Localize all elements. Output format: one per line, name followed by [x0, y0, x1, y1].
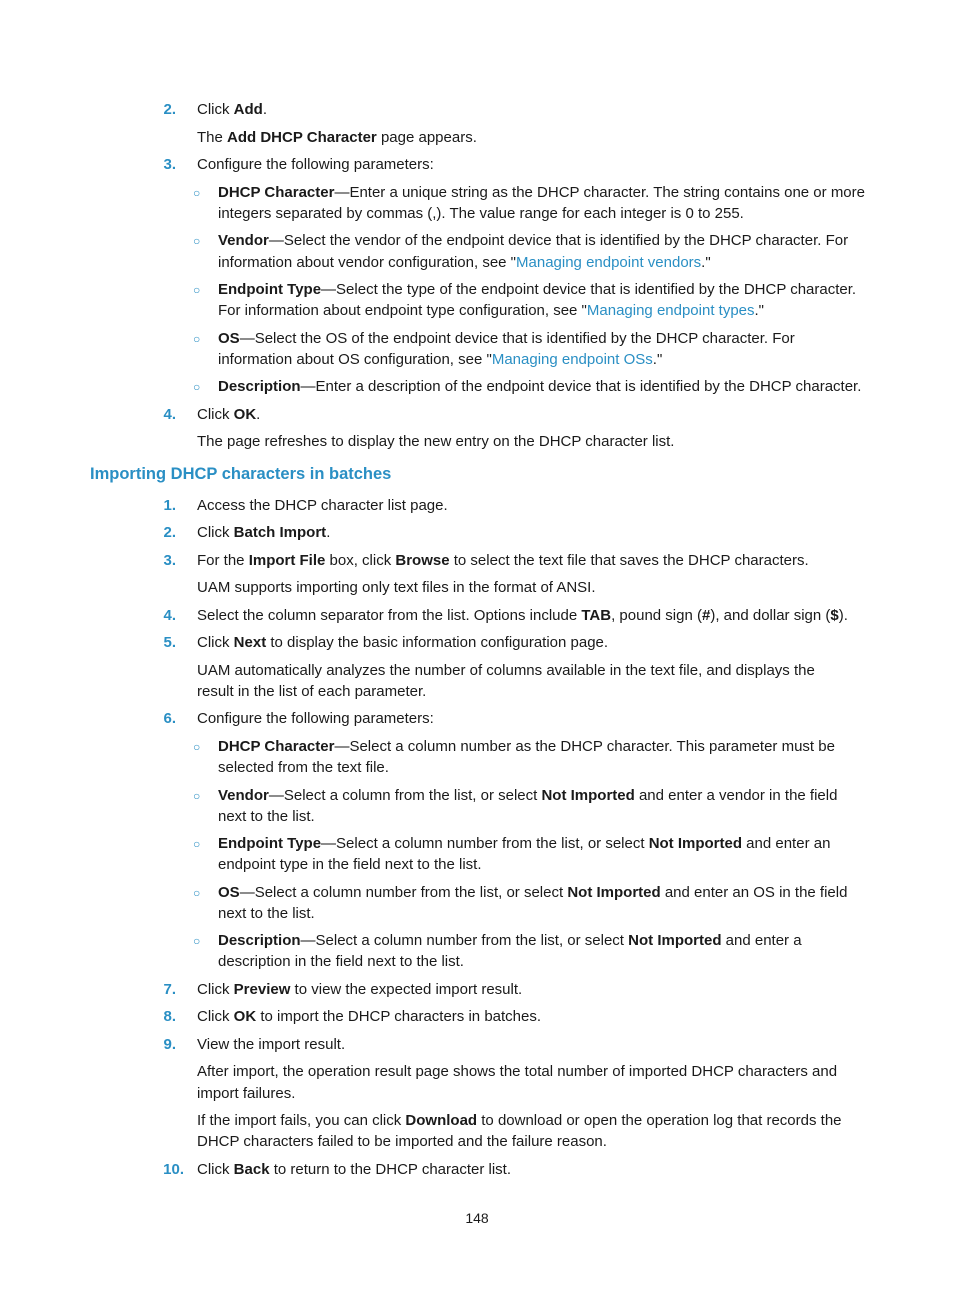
page-number: 148 — [465, 1210, 489, 1226]
step-text: Click Next to display the basic information configuration page. — [197, 634, 609, 651]
bullet-text: Description—Select a column number from the list, or select Not Imported and enter a — [218, 932, 802, 949]
step-number: 7. — [163, 981, 176, 998]
bullet-text: information about vendor configuration, see "Managing endpoint vendors." — [218, 254, 711, 271]
step-text: For the Import File box, click Browse to select the text file that saves the DHCP characters. — [197, 552, 809, 569]
step-text: Click OK. — [197, 406, 261, 423]
bullet-text: endpoint type in the field next to the list. — [218, 856, 482, 873]
step-text: Configure the following parameters: — [197, 156, 434, 173]
bullet-icon: ○ — [193, 186, 201, 200]
bullet-text: next to the list. — [218, 905, 315, 922]
bullet-text: OS—Select the OS of the endpoint device that is identified by the DHCP character. For — [218, 330, 795, 347]
bullet-text: selected from the text file. — [218, 759, 389, 776]
step-note: import failures. — [197, 1085, 296, 1102]
bullet-text: Endpoint Type—Select the type of the endpoint device that is identified by the DHCP character. — [218, 281, 857, 298]
step-note: The page refreshes to display the new entry on the DHCP character list. — [197, 433, 675, 450]
step-note: result in the list of each parameter. — [197, 683, 427, 700]
step-text: Click Preview to view the expected import result. — [197, 981, 523, 998]
bullet-text: Description—Enter a description of the endpoint device that is identified by the DHCP character. — [218, 378, 862, 395]
bullet-text: Vendor—Select the vendor of the endpoint device that is identified by the DHCP character. For — [218, 232, 849, 249]
bullet-text: OS—Select a column number from the list, or select Not Imported and enter an OS in the field — [218, 884, 848, 901]
step-note: If the import fails, you can click Download to download or open the operation log that records the — [197, 1112, 842, 1129]
link-managing-endpoint-vendors[interactable]: Managing endpoint vendors — [516, 254, 702, 271]
step-number: 2. — [163, 524, 176, 541]
step-text: Click Back to return to the DHCP character list. — [197, 1161, 512, 1178]
bullet-text: Vendor—Select a column from the list, or select Not Imported and enter a vendor in the field — [218, 787, 838, 804]
step-note: DHCP characters failed to be imported and the failure reason. — [197, 1133, 607, 1150]
step-note: UAM automatically analyzes the number of columns available in the text file, and displays the — [197, 662, 815, 679]
step-note: The Add DHCP Character page appears. — [197, 129, 477, 146]
link-managing-endpoint-types[interactable]: Managing endpoint types — [586, 302, 755, 319]
step-number: 9. — [163, 1036, 176, 1053]
bullet-icon: ○ — [193, 332, 201, 346]
bullet-text: description in the field next to the list. — [218, 953, 464, 970]
section-heading: Importing DHCP characters in batches — [90, 465, 392, 483]
link-managing-endpoint-oss[interactable]: Managing endpoint OSs — [491, 351, 653, 368]
step-text: Click Batch Import. — [197, 524, 331, 541]
bullet-icon: ○ — [193, 934, 201, 948]
step-number: 3. — [163, 552, 176, 569]
step-text: Select the column separator from the list. Options include TAB, pound sign (#), and dollar sign ($). — [197, 607, 848, 624]
bullet-icon: ○ — [193, 380, 201, 394]
bullet-text: next to the list. — [218, 808, 315, 825]
bullet-icon: ○ — [193, 234, 201, 248]
step-number: 5. — [163, 634, 176, 651]
bullet-icon: ○ — [193, 837, 201, 851]
step-text: Access the DHCP character list page. — [197, 497, 448, 514]
bullet-text: information about OS configuration, see "Managing endpoint OSs." — [218, 351, 663, 368]
step-note: After import, the operation result page shows the total number of imported DHCP characters and — [197, 1063, 838, 1080]
step-text: Configure the following parameters: — [197, 710, 434, 727]
bullet-icon: ○ — [193, 789, 201, 803]
bullet-icon: ○ — [193, 283, 201, 297]
step-note: UAM supports importing only text files in the format of ANSI. — [197, 579, 596, 596]
bullet-text: integers separated by commas (,). The value range for each integer is 0 to 255. — [218, 205, 744, 222]
step-number: 10. — [163, 1161, 184, 1178]
bullet-text: DHCP Character—Enter a unique string as the DHCP character. The string contains one or more — [218, 184, 865, 201]
step-number: 1. — [163, 497, 176, 514]
bullet-icon: ○ — [193, 740, 201, 754]
step-text: View the import result. — [197, 1036, 346, 1053]
bullet-text: For information about endpoint type configuration, see "Managing endpoint types." — [218, 302, 765, 319]
step-number: 4. — [163, 406, 176, 423]
step-text: Click Add. — [197, 101, 268, 118]
bullet-icon: ○ — [193, 886, 201, 900]
step-number: 8. — [163, 1008, 176, 1025]
bullet-text: Endpoint Type—Select a column number from the list, or select Not Imported and enter an — [218, 835, 831, 852]
bullet-text: DHCP Character—Select a column number as the DHCP character. This parameter must be — [218, 738, 835, 755]
step-number: 4. — [163, 607, 176, 624]
step-number: 3. — [163, 156, 176, 173]
step-number: 2. — [163, 101, 176, 118]
step-number: 6. — [163, 710, 176, 727]
step-text: Click OK to import the DHCP characters in batches. — [197, 1008, 542, 1025]
